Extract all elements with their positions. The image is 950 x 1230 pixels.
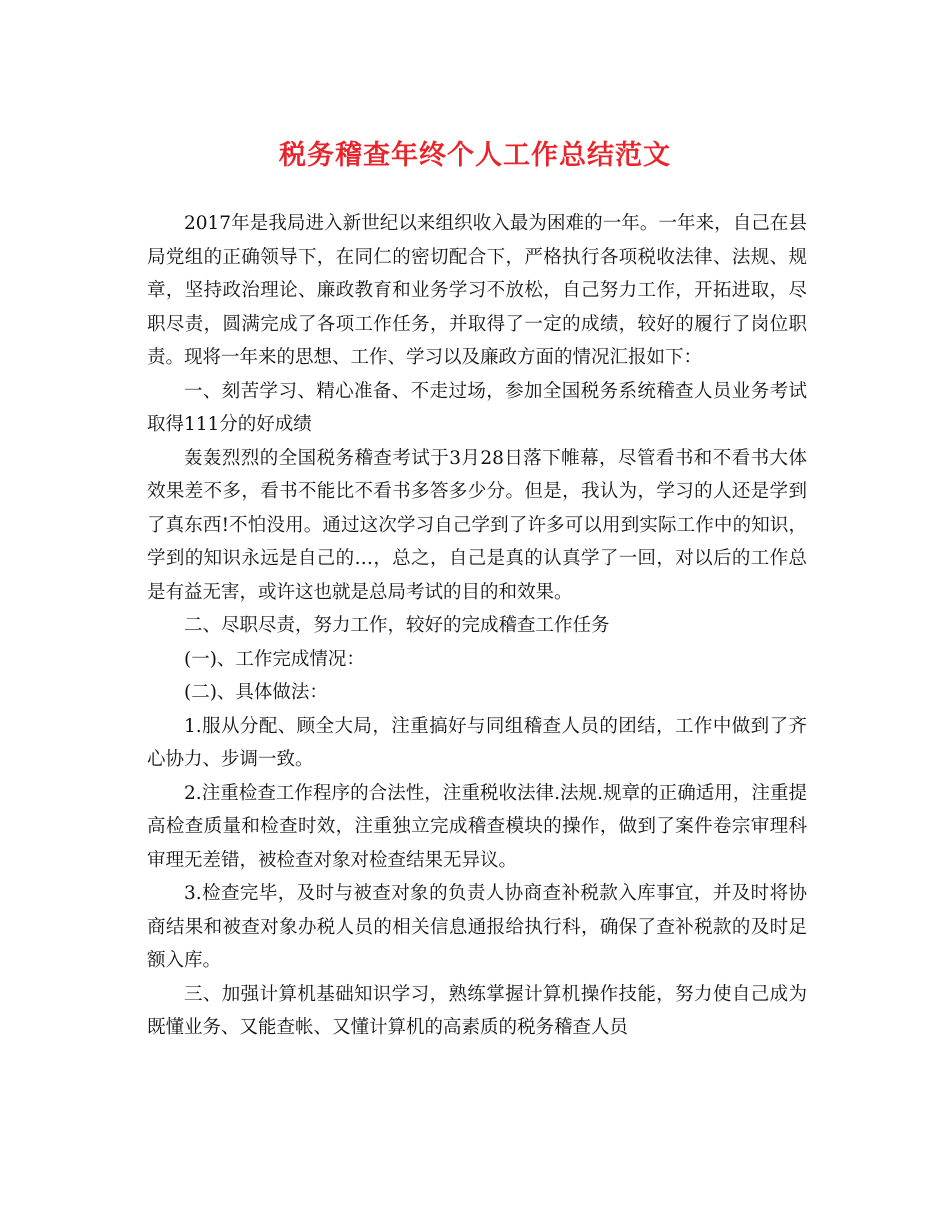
- document-title: 税务稽查年终个人工作总结范文: [279, 140, 671, 171]
- paragraph-methods: (二)、具体做法：: [184, 682, 328, 703]
- paragraph-method-2: 2.注重检查工作程序的合法性，注重税收法律.法规.规章的正确适用，注重提高检查质量和检查时效，注重独立完成稽查模块的操作，做到了案件卷宗审理科审理无差错，被检查对象对检查结果无异议。: [147, 782, 807, 871]
- paragraph-section-2-heading: 二、尽职尽责，努力工作，较好的完成稽查工作任务: [184, 615, 610, 636]
- paragraph-method-1: 1.服从分配、顾全大局，注重搞好与同组稽查人员的团结，工作中做到了齐心协力、步调一致。: [147, 715, 807, 770]
- paragraph-intro: 2017年是我局进入新世纪以来组织收入最为困难的一年。一年来，自己在县局党组的正确领导下，在同仁的密切配合下，严格执行各项税收法律、法规、规章，坚持政治理论、廉政教育和业务学习不放松，自己努力工作，开拓进取，尽职尽责，圆满完成了各项工作任务，并取得了一定的成绩，较好的履行了岗位职责。现将一年来的思想、工作、学习以及廉政方面的情况汇报如下：: [147, 213, 807, 368]
- paragraph-method-3: 3.检查完毕，及时与被查对象的负责人协商查补税款入库事宜，并及时将协商结果和被查对象办税人员的相关信息通报给执行科，确保了查补税款的及时足额入库。: [147, 883, 807, 971]
- paragraph-exam: 轰轰烈烈的全国税务稽查考试于3月28日落下帷幕，尽管看书和不看书大体效果差不多，看书不能比不看书多答多少分。但是，我认为，学习的人还是学到了真东西!不怕没用。通过这次学习自己学到了许多可以用到实际工作中的知识，学到的知识永远是自己的…，总之，自己是真的认真学了一回，对以后的工作总是有益无害，或许这也就是总局考试的目的和效果。: [147, 447, 808, 603]
- paragraph-section-1-heading: 一、刻苦学习、精心准备、不走过场，参加全国税务系统稽查人员业务考试取得111分的好成绩: [147, 380, 807, 435]
- paragraph-work-status: (一)、工作完成情况：: [184, 648, 365, 670]
- paragraph-section-3-heading: 三、加强计算机基础知识学习，熟练掌握计算机操作技能，努力使自己成为既懂业务、又能查帐、又懂计算机的高素质的税务稽查人员: [147, 983, 807, 1038]
- document-body: [147, 207, 807, 1045]
